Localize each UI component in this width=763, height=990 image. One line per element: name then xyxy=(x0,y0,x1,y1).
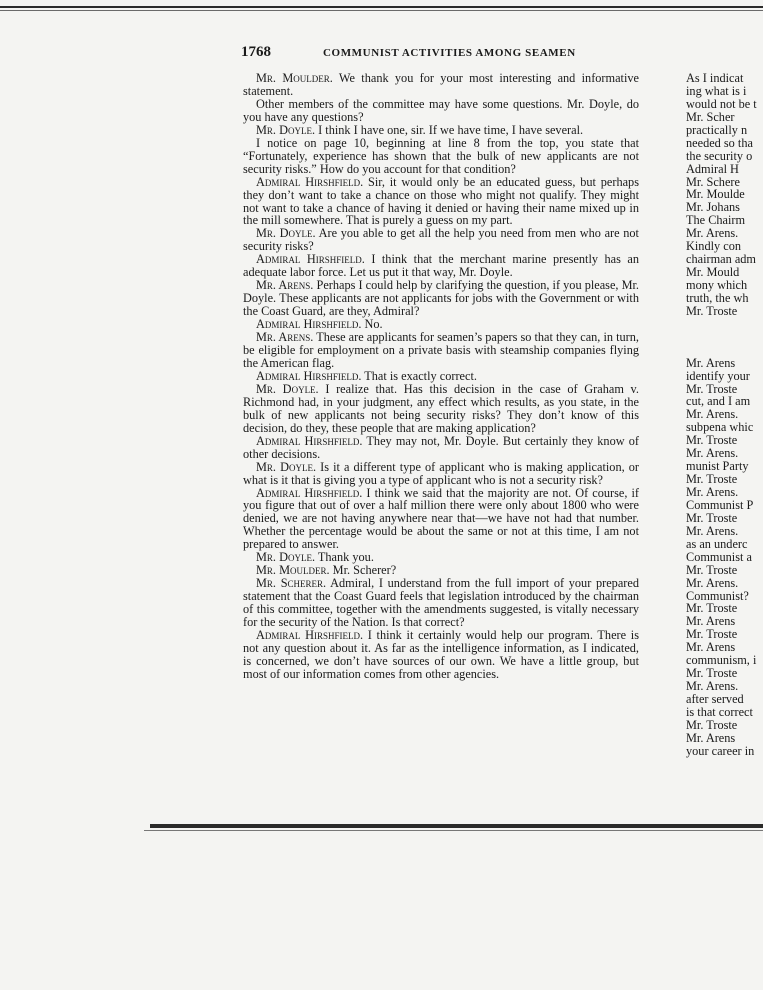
right-column-line: Mr. Scher xyxy=(686,109,735,124)
right-column-line: Mr. Troste xyxy=(686,601,738,616)
speaker-name: Mr. Doyle. xyxy=(256,381,319,396)
right-column-line: Mr. Troste xyxy=(686,510,738,525)
right-column-line: Mr. Moulde xyxy=(686,187,745,202)
right-column-line: the security o xyxy=(686,148,753,163)
speaker-name: Mr. Moulder. xyxy=(256,563,330,578)
paragraph xyxy=(243,137,639,176)
right-column-line: subpena whic xyxy=(686,420,754,435)
main-text-column xyxy=(243,72,639,681)
right-column-line: your career in xyxy=(686,743,755,758)
paragraph xyxy=(243,577,639,629)
right-column-line: Mr. Troste xyxy=(686,627,738,642)
right-column-line: Mr. Troste xyxy=(686,303,738,318)
right-column-line: communism, i xyxy=(686,653,757,668)
right-column-line: Communist? xyxy=(686,588,749,603)
speaker-name: Mr. Doyle. xyxy=(256,226,316,241)
right-column-line: Mr. Arens. xyxy=(686,446,739,461)
paragraph-text: Sir, it would only be an educated guess, but perhaps they don’t want to take a chance on those who might not qualify. They might not want to take a chance of having it denied or having their name mixed up in the mill somewhere. That is purely a guess on my part. xyxy=(243,174,639,228)
right-column-line: Mr. Arens. xyxy=(686,485,739,499)
right-column-line: Mr. Arens xyxy=(686,640,736,655)
right-column-line xyxy=(686,318,763,331)
paragraph xyxy=(243,176,639,228)
right-column-line: The Chairm xyxy=(686,213,746,228)
paragraph-text: I notice on page 10, beginning at line 8 from the top, you state that “Fortunately, experience has shown that the bulk of new applicants are not security risks.” How do you account for that condition? xyxy=(243,135,639,176)
page-number: 1768 xyxy=(241,44,271,60)
right-column-line: Mr. Troste xyxy=(686,433,738,448)
top-border-rule-thin xyxy=(0,10,763,11)
right-column-line: Mr. Arens. xyxy=(686,226,739,241)
right-column-line: Mr. Arens xyxy=(686,355,736,370)
right-column-line: Mr. Arens xyxy=(686,730,736,745)
speaker-name: Admiral Hirshfield. xyxy=(256,174,364,189)
speaker-name: Mr. Scherer. xyxy=(256,576,327,591)
speaker-name: Admiral Hirshfield. xyxy=(256,627,364,642)
paragraph xyxy=(243,383,639,435)
paragraph-text: These are applicants for seamen’s papers so that they can, in turn, be eligible for employment on a private basis with steamship companies flying the American flag. xyxy=(243,330,639,370)
paragraph-text: I think we said that the majority are not. Of course, if you figure that out of over a half million there were only about 1800 who were denied, we are not having anywhere near that—we have not had that number. Whether the percentage would be about the same or not at this time, I am not prepared to answer. xyxy=(243,485,639,552)
paragraph xyxy=(243,435,639,461)
speaker-name: Mr. Moulder. xyxy=(256,71,333,85)
paragraph xyxy=(243,253,639,279)
paragraph-text: I think it certainly would help our program. There is not any question about it. As far as the intelligence information, as I indicated, is concerned, we don’t have sources of our own. We have a little group, but most of our information comes from other agencies. xyxy=(243,627,639,681)
right-column-line: Mr. Arens. xyxy=(686,679,739,694)
paragraph xyxy=(243,98,639,124)
running-head: COMMUNIST ACTIVITIES AMONG SEAMEN xyxy=(323,47,576,59)
right-column-line: truth, the wh xyxy=(686,290,749,305)
right-column-line: Mr. Troste xyxy=(686,562,738,577)
right-column-line: practically n xyxy=(686,122,748,137)
right-column-line: Communist P xyxy=(686,497,754,512)
right-column-line: Communist a xyxy=(686,549,752,564)
paragraph-text: They may not, Mr. Doyle. But certainly they know of other decisions. xyxy=(243,433,639,461)
bottom-border-rule-thin xyxy=(144,830,763,831)
right-column-line: chairman adm xyxy=(686,252,756,267)
right-column-line: Mr. Troste xyxy=(686,381,738,396)
right-column-line: Mr. Troste xyxy=(686,472,738,487)
speaker-name: Mr. Doyle. xyxy=(256,122,316,137)
right-column-line: identify your xyxy=(686,368,750,383)
paragraph xyxy=(243,461,639,487)
paragraph-text: I realize that. Has this decision in the case of Graham v. Richmond had, in your judgment, any effect which results, as you state, in the bulk of new applicants not being security risks? They don’t know of this decision, do they, these people that are making application? xyxy=(243,381,639,435)
speaker-name: Admiral Hirshfield. xyxy=(256,368,362,383)
speaker-name: Mr. Arens. xyxy=(256,278,314,293)
right-column-line: mony which xyxy=(686,278,748,292)
paragraph xyxy=(243,72,639,98)
right-column-line: Mr. Arens xyxy=(686,614,736,629)
right-column-line: is that correct xyxy=(686,704,753,719)
speaker-name: Mr. Doyle. xyxy=(256,459,317,474)
paragraph xyxy=(243,629,639,681)
paragraph-text: Is it a different type of applicant who is making application, or what is it that is giving you a type of applicant who is not a security risk? xyxy=(243,459,639,487)
paragraph xyxy=(243,331,639,370)
speaker-name: Mr. Doyle. xyxy=(256,550,316,565)
paragraph xyxy=(243,487,639,552)
right-column-line: as an underc xyxy=(686,536,748,551)
speaker-name: Admiral Hirshfield. xyxy=(256,433,363,448)
paragraph-text: Mr. Scherer? xyxy=(329,563,397,578)
paragraph-text: I think that the merchant marine presently has an adequate labor force. Let us put it that way, Mr. Doyle. xyxy=(243,252,639,280)
paragraph-text: Thank you. xyxy=(315,550,374,565)
right-column-line: needed so tha xyxy=(686,135,753,150)
right-column-line xyxy=(686,344,763,357)
speaker-name: Mr. Arens. xyxy=(256,330,314,345)
speaker-name: Admiral Hirshfield. xyxy=(256,252,365,267)
paragraph-text: No. xyxy=(361,317,383,332)
right-column-line: after served xyxy=(686,692,744,706)
right-column-line: ing what is i xyxy=(686,83,747,98)
right-column-line: munist Party xyxy=(686,459,749,474)
bottom-border-rule xyxy=(150,824,763,828)
paragraph-text: Other members of the committee may have some questions. Mr. Doyle, do you have any questions? xyxy=(243,96,639,124)
right-column-line: Mr. Arens. xyxy=(686,523,739,538)
right-column-line: Mr. Arens. xyxy=(686,407,739,422)
speaker-name: Admiral Hirshfield. xyxy=(256,317,362,332)
paragraph-text: Are you able to get all the help you need from men who are not security risks? xyxy=(243,226,639,254)
right-column-line: would not be t xyxy=(686,96,757,111)
right-column-line: Mr. Schere xyxy=(686,174,740,189)
right-column-line: Mr. Troste xyxy=(686,666,738,681)
right-column-line: Mr. Arens. xyxy=(686,575,739,590)
paragraph-text: That is exactly correct. xyxy=(361,368,477,383)
right-column-line: Kindly con xyxy=(686,239,741,254)
right-column-line: Mr. Johans xyxy=(686,200,740,215)
paragraph xyxy=(243,279,639,318)
right-column-line: As I indicat xyxy=(686,72,744,85)
paragraph xyxy=(243,227,639,253)
right-column-line: Mr. Mould xyxy=(686,265,740,280)
paragraph-text: Perhaps I could help by clarifying the question, if you please, Mr. Doyle. These applicants are not applicants for jobs with the Government or with the Coast Guard, are they, Admiral? xyxy=(243,278,640,319)
right-column-line xyxy=(686,331,763,344)
right-text-column-cropped xyxy=(686,72,763,758)
top-border-rule xyxy=(0,6,763,8)
speaker-name: Admiral Hirshfield. xyxy=(256,485,363,500)
paragraph-text: We thank you for your most interesting and informative statement. xyxy=(243,71,639,98)
right-column-line: Mr. Troste xyxy=(686,717,738,732)
right-column-line: cut, and I am xyxy=(686,394,751,409)
paragraph-text: I think I have one, sir. If we have time, I have several. xyxy=(315,122,584,137)
paragraph-text: Admiral, I understand from the full import of your prepared statement that the Coast Guard feels that legislation introduced by the chairman of this committee, together with the amendments suggested, is vitally necessary for the security of the Nation. Is that correct? xyxy=(243,576,639,630)
right-column-line: Admiral H xyxy=(686,161,739,176)
